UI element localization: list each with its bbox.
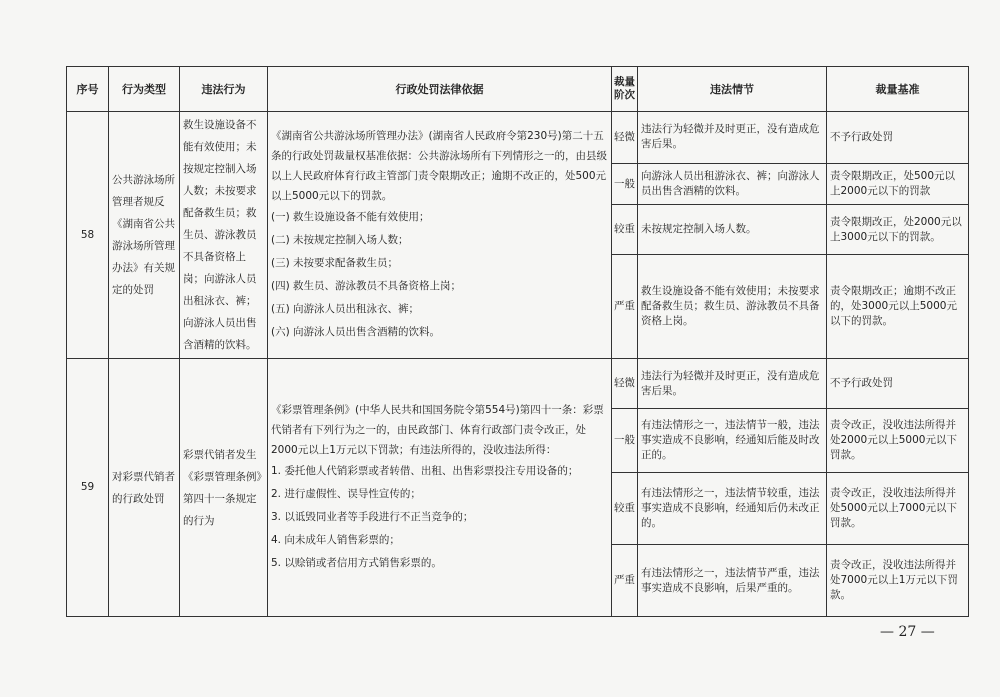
row-basis [268, 359, 612, 617]
basis-intro: 《湖南省公共游泳场所管理办法》(湖南省人民政府令第230号)第二十五条的行政处罚裁量权基准依据：公共游泳场所有下列情形之一的，由县级以上人民政府体育行政主管部门责令限期改正；逾期不改正的，处500元以上5000元以下的罚款。 [271, 130, 607, 202]
level-circumstance: 未按规定控制入场人数。 [638, 205, 827, 255]
row-basis [268, 112, 612, 359]
level-label: 轻微 [612, 359, 638, 409]
level-label: 严重 [612, 255, 638, 359]
row-no: 59 [67, 359, 109, 617]
page-number: — 27 — [880, 624, 935, 640]
level-circumstance: 违法行为轻微并及时更正，没有造成危害后果。 [638, 112, 827, 164]
header-level: 裁量阶次 [612, 67, 638, 112]
table-header-row [67, 67, 969, 112]
level-label: 一般 [612, 409, 638, 473]
header-circumstance: 违法情节 [638, 67, 827, 112]
row-no: 58 [67, 112, 109, 359]
level-standard: 责令改正，没收违法所得并处2000元以上5000元以下罚款。 [827, 409, 969, 473]
header-basis: 行政处罚法律依据 [268, 67, 612, 112]
level-circumstance: 违法行为轻微并及时更正，没有造成危害后果。 [638, 359, 827, 409]
basis-item: 3. 以诋毁同业者等手段进行不正当竞争的； [271, 511, 474, 523]
basis-item: (五) 向游泳人员出租泳衣、裤； [271, 303, 420, 315]
level-circumstance: 向游泳人员出租游泳衣、裤；向游泳人员出售含酒精的饮料。 [638, 163, 827, 205]
level-label: 较重 [612, 205, 638, 255]
level-circumstance: 有违法情形之一，违法情节较重，违法事实造成不良影响，经通知后仍未改正的。 [638, 473, 827, 545]
header-violation: 违法行为 [180, 67, 268, 112]
level-label: 较重 [612, 473, 638, 545]
level-standard: 责令限期改正；逾期不改正的，处3000元以上5000元以下的罚款。 [827, 255, 969, 359]
level-standard: 责令改正，没收违法所得并处5000元以上7000元以下罚款。 [827, 473, 969, 545]
basis-item: 4. 向未成年人销售彩票的； [271, 534, 400, 546]
row-type: 对彩票代销者的行政处罚 [109, 359, 180, 617]
header-no: 序号 [67, 67, 109, 112]
row-violation: 救生设施设备不能有效使用；未按规定控制入场人数；未按要求配备救生员；救生员、游泳教员不具备资格上岗；向游泳人员出租泳衣、裤；向游泳人员出售含酒精的饮料。 [180, 112, 268, 359]
basis-intro: 《彩票管理条例》(中华人民共和国国务院令第554号)第四十一条：彩票代销者有下列行为之一的，由民政部门、体育行政部门责令改正，处2000元以上1万元以下罚款；有违法所得的，没收违法所得： [271, 404, 604, 456]
penalty-table [66, 66, 969, 617]
basis-item: (三) 未按要求配备救生员； [271, 257, 399, 269]
table-row [67, 359, 969, 409]
level-label: 一般 [612, 163, 638, 205]
table-row [67, 112, 969, 164]
basis-item: 1. 委托他人代销彩票或者转借、出租、出售彩票投注专用设备的； [271, 465, 579, 477]
basis-item: 5. 以赊销或者信用方式销售彩票的。 [271, 557, 442, 569]
basis-item: (一) 救生设施设备不能有效使用； [271, 211, 430, 223]
row-violation: 彩票代销者发生《彩票管理条例》第四十一条规定的行为 [180, 359, 268, 617]
level-label: 严重 [612, 545, 638, 617]
level-standard: 责令限期改正，处2000元以上3000元以下的罚款。 [827, 205, 969, 255]
level-standard: 责令限期改正，处500元以上2000元以下的罚款 [827, 163, 969, 205]
basis-item: (四) 救生员、游泳教员不具备资格上岗； [271, 280, 462, 292]
header-type: 行为类型 [109, 67, 180, 112]
basis-item: 2. 进行虚假性、误导性宣传的； [271, 488, 421, 500]
level-standard: 责令改正，没收违法所得并处7000元以上1万元以下罚款。 [827, 545, 969, 617]
basis-item: (二) 未按规定控制入场人数； [271, 234, 409, 246]
level-label: 轻微 [612, 112, 638, 164]
basis-item: (六) 向游泳人员出售含酒精的饮料。 [271, 326, 441, 338]
level-circumstance: 有违法情形之一，违法情节严重，违法事实造成不良影响，后果严重的。 [638, 545, 827, 617]
level-circumstance: 有违法情形之一，违法情节一般，违法事实造成不良影响，经通知后能及时改正的。 [638, 409, 827, 473]
row-type: 公共游泳场所管理者规反《湖南省公共游泳场所管理办法》有关规定的处罚 [109, 112, 180, 359]
level-circumstance: 救生设施设备不能有效使用；未按要求配备救生员；救生员、游泳教员不具备资格上岗。 [638, 255, 827, 359]
header-standard: 裁量基准 [827, 67, 969, 112]
level-standard: 不予行政处罚 [827, 359, 969, 409]
level-standard: 不予行政处罚 [827, 112, 969, 164]
